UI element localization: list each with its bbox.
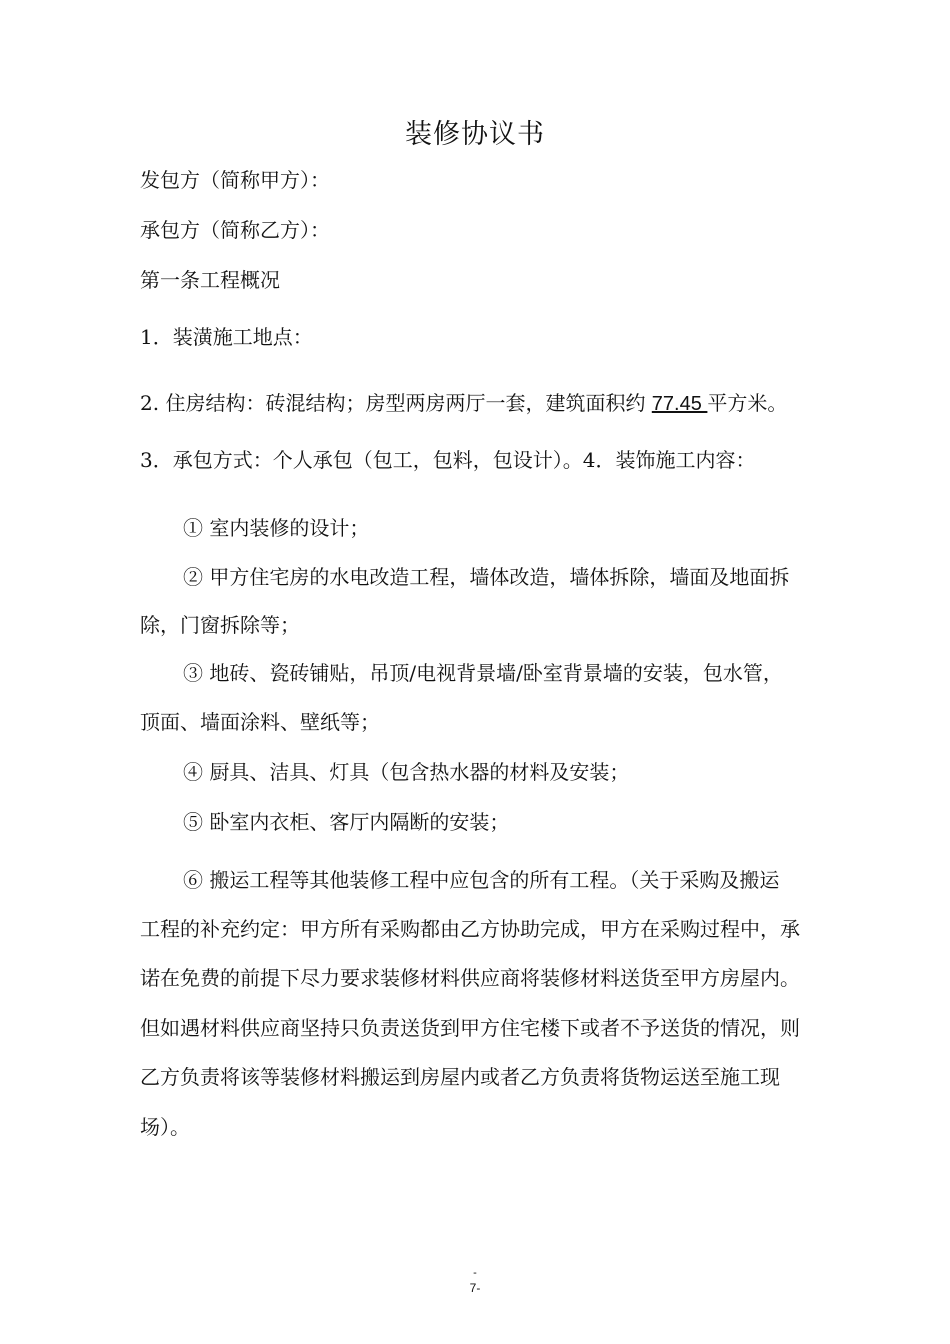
item-structure-prefix: 2. 住房结构：砖混结构；房型两房两厅一套，建筑面积约 (140, 391, 652, 415)
item-location: 1．装潢施工地点： (140, 325, 313, 349)
party-a-line: 发包方（简称甲方）： (140, 168, 330, 192)
content-item-1: ① 室内装修的设计； (183, 516, 370, 540)
item-structure-suffix: 平方米。 (707, 391, 788, 415)
content-item-5: ⑤ 卧室内衣柜、客厅内隔断的安装； (183, 810, 510, 834)
content-item-2-line-1: ② 甲方住宅房的水电改造工程，墙体改造，墙体拆除，墙面及地面拆 (183, 565, 790, 589)
footer-dash: - (473, 1267, 477, 1279)
content-item-6-line-6: 场）。 (140, 1115, 190, 1139)
content-item-6-line-2: 工程的补充约定：甲方所有采购都由乙方协助完成，甲方在采购过程中，承 (140, 917, 800, 941)
building-area-value: 77.45 (651, 393, 708, 415)
article-heading: 第一条工程概况 (140, 268, 280, 292)
document-title: 装修协议书 (405, 119, 545, 150)
content-item-6-line-3: 诺在免费的前提下尽力要求装修材料供应商将装修材料送货至甲方房屋内。 (140, 966, 800, 990)
content-item-6-line-5: 乙方负责将该等装修材料搬运到房屋内或者乙方负责将货物运送至施工现 (140, 1065, 780, 1089)
content-item-6-line-4: 但如遇材料供应商坚持只负责送货到甲方住宅楼下或者不予送货的情况，则 (140, 1016, 800, 1040)
party-b-line: 承包方（简称乙方）： (140, 218, 330, 242)
content-item-3-line-1: ③ 地砖、瓷砖铺贴，吊顶/电视背景墙/卧室背景墙的安装，包水管， (183, 661, 783, 685)
content-item-2-line-2: 除，门窗拆除等； (140, 613, 300, 637)
content-item-3-line-2: 顶面、墙面涂料、壁纸等； (140, 710, 380, 734)
content-item-6-line-1: ⑥ 搬运工程等其他装修工程中应包含的所有工程。（关于采购及搬运 (183, 868, 780, 892)
item-structure (140, 387, 787, 416)
content-item-4: ④ 厨具、洁具、灯具（包含热水器的材料及安装； (183, 760, 630, 784)
page-number: 7- (469, 1281, 481, 1295)
item-contract-method: 3．承包方式：个人承包（包工，包料，包设计）。4．装饰施工内容： (140, 448, 756, 472)
